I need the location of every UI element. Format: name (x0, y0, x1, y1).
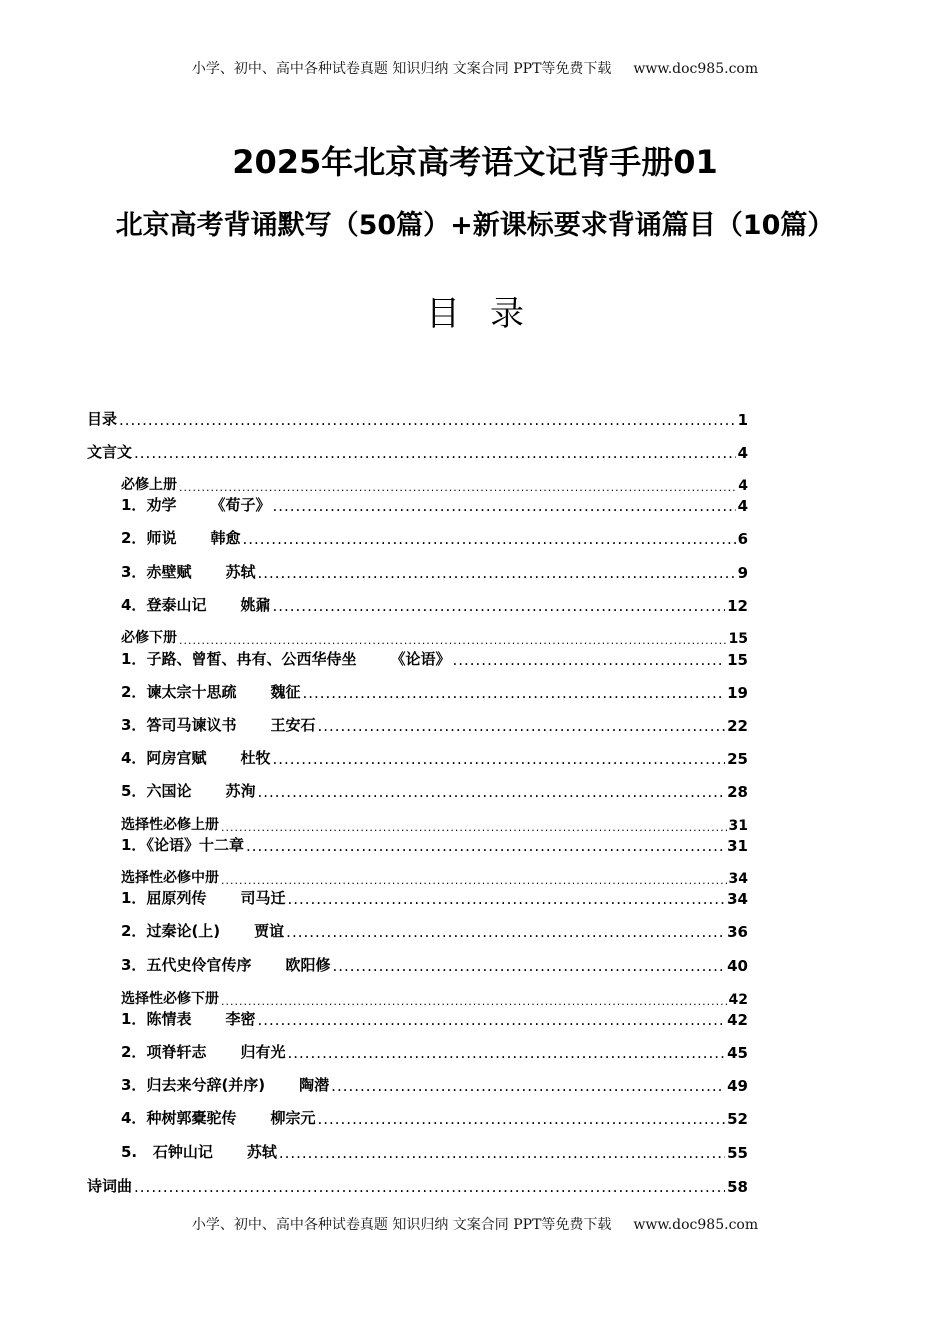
toc-page-number: 4 (738, 478, 748, 494)
page-subtitle: 北京高考背诵默写（50篇）+新课标要求背诵篇目（10篇） (115, 210, 835, 241)
toc-page-number: 34 (728, 871, 748, 887)
toc-page-number: 15 (728, 631, 748, 647)
toc-leader (134, 1178, 725, 1196)
toc-leader (257, 1011, 725, 1029)
toc-item-label: 1．陈情表 李密 (121, 1010, 256, 1028)
toc-item[interactable] (121, 1107, 748, 1128)
banner-url[interactable]: www.doc985.com (633, 61, 759, 77)
toc-section-xuanze-xia[interactable] (121, 988, 748, 1008)
toc-entry-shiciqu[interactable] (87, 1175, 748, 1196)
toc-leader (272, 750, 725, 768)
toc-leader (279, 1144, 725, 1162)
toc-page-number: 40 (727, 957, 748, 975)
toc-leader (257, 783, 725, 801)
toc-item-label: 2．谏太宗十思疏 魏征 (121, 683, 301, 701)
toc-item-label: 3．赤壁赋 苏轼 (121, 563, 256, 581)
toc-entry-label: 选择性必修下册 (121, 991, 219, 1007)
toc-item[interactable] (121, 747, 748, 768)
toc-item-label: 1．屈原列传 司马迁 (121, 889, 286, 907)
toc-item-label: 3．五代史伶官传序 欧阳修 (121, 956, 331, 974)
banner-text: 小学、初中、高中各种试卷真题 知识归纳 文案合同 PPT等免费下载 (191, 1217, 612, 1233)
toc-item[interactable] (121, 561, 748, 582)
toc-item[interactable] (121, 681, 748, 702)
toc-page-number: 15 (727, 651, 748, 669)
toc-item[interactable] (121, 648, 748, 669)
toc-item[interactable] (121, 594, 748, 615)
toc-item-label: 5. 石钟山记 苏轼 (121, 1143, 277, 1161)
toc-item[interactable] (121, 1074, 748, 1095)
toc-leader (317, 717, 725, 735)
toc-leader (452, 651, 725, 669)
toc-heading: 目录 (426, 294, 554, 334)
toc-item[interactable] (121, 887, 748, 908)
toc-item-label: 1．劝学 《荀子》 (121, 496, 271, 514)
toc-page-number: 31 (728, 818, 748, 834)
toc-page-number: 4 (737, 497, 748, 515)
toc-page-number: 28 (727, 783, 748, 801)
toc-item-label: 1．《论语》十二章 (121, 836, 244, 854)
toc-leader (246, 837, 725, 855)
toc-leader (179, 634, 727, 647)
toc-item[interactable] (121, 780, 748, 801)
toc-leader (272, 597, 725, 615)
toc-section-bixiu-shang[interactable] (121, 474, 748, 494)
toc-entry-label: 选择性必修中册 (121, 870, 219, 886)
toc-item-label: 4．阿房宫赋 杜牧 (121, 749, 271, 767)
toc-leader (134, 444, 736, 462)
toc-leader (317, 1110, 725, 1128)
toc-leader (221, 995, 727, 1008)
toc-page-number: 36 (727, 923, 748, 941)
toc-item[interactable] (121, 1141, 748, 1162)
toc-page-number: 1 (737, 411, 748, 429)
toc-item-label: 2．过秦论(上) 贾谊 (121, 922, 285, 940)
toc-item-label: 4．种树郭橐驼传 柳宗元 (121, 1109, 316, 1127)
toc-leader (221, 874, 727, 887)
toc-page-number: 34 (727, 890, 748, 908)
toc-item-label: 3．答司马谏议书 王安石 (121, 716, 316, 734)
toc-item-label: 5．六国论 苏洵 (121, 782, 256, 800)
toc-entry-mulu[interactable] (87, 408, 748, 429)
toc-item[interactable] (121, 714, 748, 735)
toc-page-number: 55 (727, 1144, 748, 1162)
toc-section-xuanze-zhong[interactable] (121, 867, 748, 887)
toc-item[interactable] (121, 1041, 748, 1062)
toc-page-number: 9 (737, 564, 748, 582)
toc-entry-label: 必修下册 (121, 630, 177, 646)
header-banner (0, 58, 950, 78)
toc-page-number: 22 (727, 717, 748, 735)
toc-item-label: 2．项脊轩志 归有光 (121, 1043, 286, 1061)
toc-leader (221, 821, 727, 834)
toc-item-label: 3．归去来兮辞(并序) 陶潜 (121, 1076, 330, 1094)
page-title: 2025年北京高考语文记背手册01 (232, 143, 718, 181)
toc-section-xuanze-shang[interactable] (121, 814, 748, 834)
toc-item-label: 1．子路、曾皙、冉有、公西华侍坐 《论语》 (121, 650, 451, 668)
toc-leader (119, 411, 736, 429)
toc-leader (179, 481, 736, 494)
toc-leader (272, 497, 735, 515)
toc-leader (257, 564, 735, 582)
toc-section-bixiu-xia[interactable] (121, 627, 748, 647)
toc-leader (286, 923, 725, 941)
toc-page-number: 31 (727, 837, 748, 855)
toc-item[interactable] (121, 1008, 748, 1029)
toc-page-number: 19 (727, 684, 748, 702)
toc-page-number: 58 (727, 1178, 748, 1196)
toc-item[interactable] (121, 834, 748, 855)
toc-entry-wenyanwen[interactable] (87, 441, 748, 462)
banner-url[interactable]: www.doc985.com (633, 1217, 759, 1233)
toc-item[interactable] (121, 920, 748, 941)
footer-banner (0, 1214, 950, 1234)
toc-entry-label: 选择性必修上册 (121, 817, 219, 833)
banner-text: 小学、初中、高中各种试卷真题 知识归纳 文案合同 PPT等免费下载 (191, 61, 612, 77)
toc-leader (332, 957, 725, 975)
toc-item-label: 4．登泰山记 姚鼐 (121, 596, 271, 614)
toc-page-number: 12 (727, 597, 748, 615)
toc-page-number: 25 (727, 750, 748, 768)
toc-leader (302, 684, 725, 702)
toc-page-number: 6 (737, 530, 748, 548)
toc-page-number: 49 (727, 1077, 748, 1095)
toc-leader (287, 890, 725, 908)
toc-item[interactable] (121, 494, 748, 515)
toc-page-number: 45 (727, 1044, 748, 1062)
toc-leader (242, 530, 735, 548)
toc-leader (287, 1044, 725, 1062)
toc-entry-label: 诗词曲 (87, 1177, 133, 1195)
toc-page-number: 42 (728, 992, 748, 1008)
toc-page-number: 42 (727, 1011, 748, 1029)
toc-item-label: 2．师说 韩愈 (121, 529, 241, 547)
toc-page-number: 52 (727, 1110, 748, 1128)
toc-page-number: 4 (737, 444, 748, 462)
toc-entry-label: 目录 (87, 410, 118, 428)
toc-leader (331, 1077, 725, 1095)
toc-entry-label: 文言文 (87, 443, 133, 461)
toc-item[interactable] (121, 954, 748, 975)
toc-item[interactable] (121, 527, 748, 548)
toc-entry-label: 必修上册 (121, 477, 177, 493)
